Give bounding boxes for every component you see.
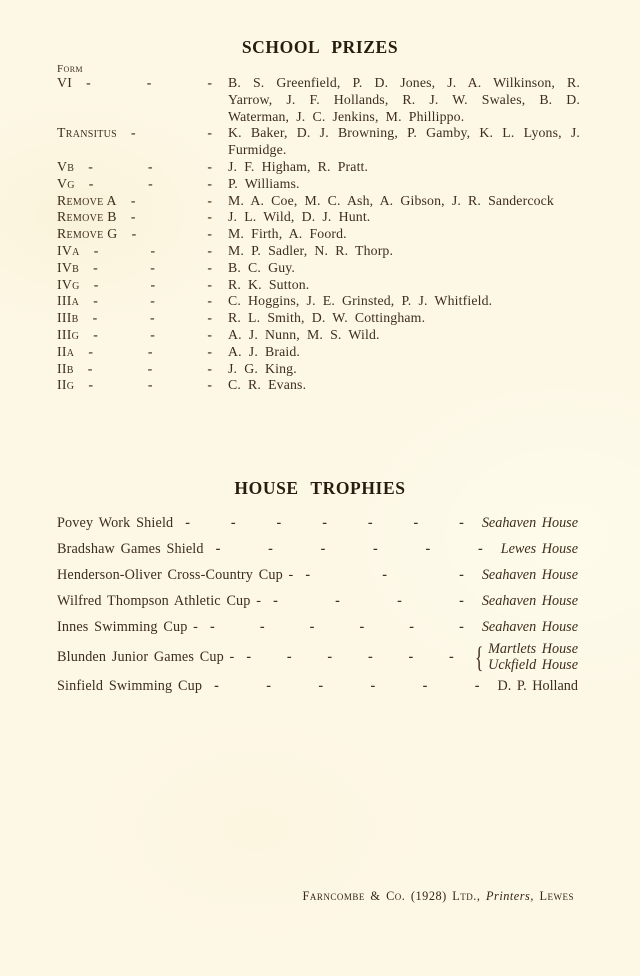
trophy-row bbox=[57, 515, 578, 532]
trophy-winner: D. P. Holland bbox=[497, 678, 578, 695]
prize-row bbox=[57, 277, 580, 294]
prize-row bbox=[57, 75, 580, 125]
leader-dashes: - - - bbox=[93, 276, 212, 292]
prize-winners: M. A. Coe, M. C. Ash, A. Gibson, J. R. Sandercock bbox=[228, 192, 554, 208]
prize-row bbox=[57, 176, 580, 193]
prize-winners: C. R. Evans. bbox=[228, 377, 307, 393]
leader-dashes: - - - bbox=[88, 343, 212, 359]
form-label: IIg bbox=[57, 377, 75, 393]
prize-row bbox=[57, 125, 580, 159]
form-column-header: Form bbox=[57, 63, 83, 75]
form-label: Remove B bbox=[57, 209, 117, 225]
printer-city: Lewes bbox=[533, 889, 574, 903]
prize-winners: M. Firth, A. Foord. bbox=[228, 226, 347, 242]
school-prizes-title: SCHOOL PRIZES bbox=[241, 37, 399, 57]
trophy-name: Povey Work Shield bbox=[57, 515, 174, 532]
prize-row bbox=[57, 361, 580, 378]
leader-dashes: - - - bbox=[88, 158, 212, 174]
form-label: IIIg bbox=[57, 326, 80, 342]
printer-role: Printers, bbox=[486, 889, 534, 903]
form-label: Vg bbox=[57, 175, 75, 191]
house-trophies-title: HOUSE TROPHIES bbox=[234, 478, 406, 499]
prize-row bbox=[57, 243, 580, 260]
trophy-row bbox=[57, 567, 578, 584]
leader-dashes: - - - - - - bbox=[214, 678, 480, 695]
form-label: IIb bbox=[57, 360, 74, 376]
trophy-row bbox=[57, 619, 578, 636]
leader-dashes: - - - bbox=[93, 293, 212, 309]
prize-winners: B. S. Greenfield, P. D. Jones, J. A. Wilkinson, R. Yarrow, J. F. Hollands, R. J. W. Swales, B. D. Waterman, J. C. Jenkins, M. Phillippo. bbox=[228, 75, 580, 124]
trophy-row bbox=[57, 678, 578, 695]
trophy-winner: Seahaven House bbox=[481, 567, 578, 584]
trophy-name: Sinfield Swimming Cup bbox=[57, 678, 203, 695]
leader-dashes: - - bbox=[131, 226, 212, 242]
form-label: IVg bbox=[57, 276, 80, 292]
prize-winners: C. Hoggins, J. E. Grinsted, P. J. Whitfield. bbox=[228, 293, 493, 309]
form-label: IIIa bbox=[57, 293, 80, 309]
leader-dashes: - - - bbox=[86, 75, 212, 90]
leader-dashes: - - - - bbox=[273, 593, 464, 610]
leader-dashes: - - - bbox=[93, 259, 212, 275]
prize-row bbox=[57, 310, 580, 327]
trophy-winner: Uckfield House bbox=[488, 656, 578, 673]
leader-dashes: - - - - - - - bbox=[185, 515, 464, 532]
printer-name: Farncombe & Co. (1928) Ltd., bbox=[302, 889, 487, 903]
brace-glyph: { bbox=[474, 640, 484, 674]
prize-winners: B. C. Guy. bbox=[228, 259, 296, 275]
leader-dashes: - - - bbox=[93, 242, 212, 258]
prize-row bbox=[57, 260, 580, 277]
prize-row bbox=[57, 209, 580, 226]
leader-dashes: - - - - - - bbox=[215, 541, 483, 558]
form-label: Remove G bbox=[57, 226, 118, 242]
trophy-row-tied-winners bbox=[57, 642, 578, 673]
prize-winners: J. L. Wild, D. J. Hunt. bbox=[228, 209, 371, 225]
prize-winners: M. P. Sadler, N. R. Thorp. bbox=[228, 242, 394, 258]
trophy-row bbox=[57, 593, 578, 610]
prize-winners: J. F. Higham, R. Pratt. bbox=[228, 158, 369, 174]
leader-dashes: - - - - - - bbox=[246, 649, 454, 666]
prize-winners: R. L. Smith, D. W. Cottingham. bbox=[228, 310, 426, 326]
form-label: Remove A bbox=[57, 192, 117, 208]
trophy-name: Innes Swimming Cup - bbox=[57, 619, 199, 636]
school-prizes-list bbox=[57, 64, 580, 394]
trophy-name: Blunden Junior Games Cup - bbox=[57, 649, 235, 666]
trophy-name: Henderson-Oliver Cross-Country Cup - bbox=[57, 567, 294, 584]
form-label: Transitus bbox=[57, 125, 118, 141]
leader-dashes: - - bbox=[130, 209, 212, 225]
trophy-winner: Seahaven House bbox=[481, 593, 578, 610]
form-label: Vb bbox=[57, 158, 75, 174]
leader-dashes: - - - bbox=[88, 175, 212, 191]
prize-row bbox=[57, 327, 580, 344]
prize-winners: J. G. King. bbox=[228, 360, 297, 376]
leader-dashes: - - - bbox=[92, 310, 212, 326]
form-label: IIa bbox=[57, 343, 75, 359]
trophy-winner: Seahaven House bbox=[481, 515, 578, 532]
trophy-name: Wilfred Thompson Athletic Cup - bbox=[57, 593, 262, 610]
leader-dashes: - - - bbox=[305, 567, 464, 584]
house-trophies-list bbox=[57, 515, 578, 695]
prize-row bbox=[57, 377, 580, 394]
form-label: IVb bbox=[57, 259, 80, 275]
prize-winners: A. J. Braid. bbox=[228, 343, 301, 359]
trophy-name: Bradshaw Games Shield bbox=[57, 541, 204, 558]
prize-row bbox=[57, 344, 580, 361]
prize-winners: A. J. Nunn, M. S. Wild. bbox=[228, 326, 380, 342]
trophy-winner: Seahaven House bbox=[481, 619, 578, 636]
leader-dashes: - - - bbox=[88, 377, 212, 393]
leader-dashes: - - - bbox=[93, 326, 212, 342]
prize-winners: K. Baker, D. J. Browning, P. Gamby, K. L. Lyons, J. Furmidge. bbox=[228, 125, 580, 158]
leader-dashes: - - - - - - bbox=[210, 619, 464, 636]
leader-dashes: - - bbox=[131, 125, 212, 141]
form-label: IVa bbox=[57, 242, 80, 258]
trophy-winner: Lewes House bbox=[500, 541, 578, 558]
prize-winners: R. K. Sutton. bbox=[228, 276, 310, 292]
prize-row bbox=[57, 293, 580, 310]
prize-row bbox=[57, 226, 580, 243]
prize-row bbox=[57, 193, 580, 210]
trophy-winner: Martlets House bbox=[488, 641, 578, 658]
trophy-row bbox=[57, 541, 578, 558]
prize-winners: P. Williams. bbox=[228, 175, 300, 191]
prize-row bbox=[57, 159, 580, 176]
printer-credit bbox=[0, 889, 640, 904]
leader-dashes: - - - bbox=[87, 360, 212, 376]
leader-dashes: - - bbox=[130, 192, 212, 208]
form-label: IIIb bbox=[57, 310, 79, 326]
form-label: VI bbox=[57, 75, 73, 90]
